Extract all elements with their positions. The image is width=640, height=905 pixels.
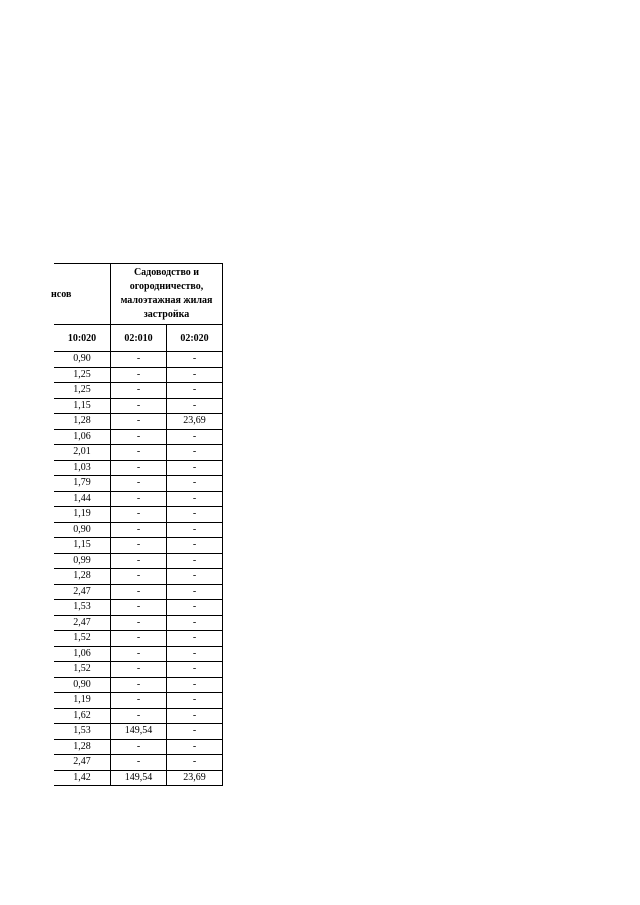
table-cell: - (167, 677, 223, 693)
table-row (54, 429, 223, 445)
table-cell: - (111, 677, 167, 693)
table-cell: 0,90 (54, 522, 111, 538)
table-cell: - (111, 414, 167, 430)
table-row (54, 398, 223, 414)
table-row (54, 352, 223, 368)
table-row (54, 538, 223, 554)
table-cell: - (167, 460, 223, 476)
table-row (54, 383, 223, 399)
table-cell: - (111, 708, 167, 724)
code-row (54, 325, 223, 352)
table-cell: - (167, 398, 223, 414)
table-cell: - (167, 755, 223, 771)
table-cell: 1,15 (54, 538, 111, 554)
table-row (54, 739, 223, 755)
code-cell: 02:020 (167, 325, 223, 352)
table-cell: - (111, 352, 167, 368)
table-cell: - (111, 507, 167, 523)
table-cell: 1,52 (54, 631, 111, 647)
table-cell: 1,28 (54, 739, 111, 755)
table-cell: 1,15 (54, 398, 111, 414)
table-cell: 1,42 (54, 770, 111, 786)
table-cell: 2,47 (54, 584, 111, 600)
table-cell: - (167, 491, 223, 507)
table-cell: - (111, 553, 167, 569)
table-cell: - (111, 460, 167, 476)
table-row (54, 600, 223, 616)
table-cell: - (167, 538, 223, 554)
table-cell: 1,28 (54, 569, 111, 585)
table-row (54, 693, 223, 709)
table-cell: - (167, 522, 223, 538)
table-cell: 1,79 (54, 476, 111, 492)
table-cell: - (111, 631, 167, 647)
table-cell: - (167, 569, 223, 585)
table-cell: - (167, 615, 223, 631)
table-cell: - (167, 646, 223, 662)
table-cell: 1,52 (54, 662, 111, 678)
table-cell: - (111, 693, 167, 709)
table-row (54, 522, 223, 538)
table-row (54, 724, 223, 740)
table-cell: 23,69 (167, 770, 223, 786)
table-row (54, 631, 223, 647)
table-cell: - (111, 367, 167, 383)
table-cell: 1,19 (54, 693, 111, 709)
table-cell: 1,06 (54, 429, 111, 445)
table-cell: 1,44 (54, 491, 111, 507)
table-cell: - (167, 445, 223, 461)
table-cell: - (111, 398, 167, 414)
table-cell: - (167, 600, 223, 616)
table-cell: - (167, 507, 223, 523)
table-row (54, 569, 223, 585)
table-row (54, 445, 223, 461)
table-cell: 1,03 (54, 460, 111, 476)
table-cell: - (111, 662, 167, 678)
table-row (54, 460, 223, 476)
table-cell: 1,62 (54, 708, 111, 724)
table-cell: 149,54 (111, 770, 167, 786)
land-value-table (51, 263, 223, 786)
table-cell: 2,47 (54, 755, 111, 771)
table-cell: - (111, 755, 167, 771)
table-cell: - (167, 429, 223, 445)
table-cell: - (167, 631, 223, 647)
table-cell: - (111, 615, 167, 631)
table-cell: 149,54 (111, 724, 167, 740)
table-cell: 1,53 (54, 724, 111, 740)
table-cell: - (167, 739, 223, 755)
header-group-cell: Садоводство и огородничество, малоэтажная жилая застройка (111, 264, 223, 325)
table-row (54, 584, 223, 600)
table-cell: 23,69 (167, 414, 223, 430)
table-row (54, 491, 223, 507)
table-row (54, 770, 223, 786)
table-cell: - (111, 522, 167, 538)
table-cell: - (167, 367, 223, 383)
code-cell: 02:010 (111, 325, 167, 352)
table-row (54, 553, 223, 569)
table-cell: 1,25 (54, 383, 111, 399)
table-row (54, 646, 223, 662)
table-row (54, 755, 223, 771)
table-cell: - (111, 476, 167, 492)
table-row (54, 677, 223, 693)
table-cell: 1,25 (54, 367, 111, 383)
table-cell: - (111, 739, 167, 755)
table-header-row (54, 264, 223, 325)
table-row (54, 507, 223, 523)
code-cell: 10:020 (54, 325, 111, 352)
table-cell: - (167, 693, 223, 709)
header-cell-left (51, 264, 111, 325)
header-left-fragment: нсов (51, 288, 72, 300)
table-cell: - (111, 429, 167, 445)
table-cell: - (167, 383, 223, 399)
table-cell: - (167, 553, 223, 569)
table-cell: 0,99 (54, 553, 111, 569)
table-cell: - (167, 662, 223, 678)
table-cell: 0,90 (54, 352, 111, 368)
table-row (54, 476, 223, 492)
table-cell: - (167, 584, 223, 600)
table-cell: - (111, 383, 167, 399)
table-cell: 1,53 (54, 600, 111, 616)
table-cell: - (167, 352, 223, 368)
table-cell: 1,28 (54, 414, 111, 430)
table-cell: 2,01 (54, 445, 111, 461)
table-row (54, 414, 223, 430)
table-cell: - (167, 476, 223, 492)
table-cell: - (111, 600, 167, 616)
table-cell: 1,06 (54, 646, 111, 662)
table-cell: - (167, 708, 223, 724)
table-row (54, 615, 223, 631)
table-cell: - (111, 445, 167, 461)
table-cell: - (111, 538, 167, 554)
table-row (54, 367, 223, 383)
table-row (54, 662, 223, 678)
table-cell: - (111, 584, 167, 600)
table-cell: 0,90 (54, 677, 111, 693)
table-cell: - (111, 646, 167, 662)
table-cell: - (111, 569, 167, 585)
table-body (51, 264, 223, 786)
table-cell: 1,19 (54, 507, 111, 523)
table-cell: - (111, 491, 167, 507)
table-cell: - (167, 724, 223, 740)
table-row (54, 708, 223, 724)
table-cell: 2,47 (54, 615, 111, 631)
